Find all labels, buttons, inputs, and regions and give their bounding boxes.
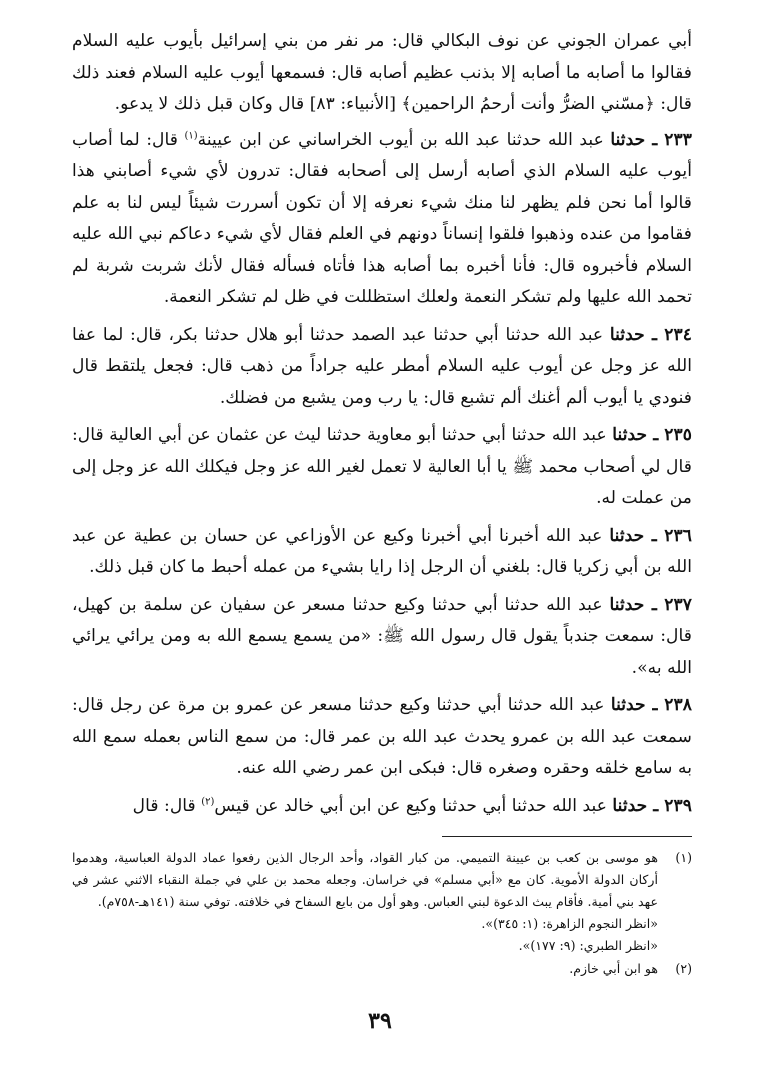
footnotes [72, 847, 692, 980]
footnote-ref-2[interactable]: (٢) [201, 795, 215, 807]
footnote-2 [72, 958, 692, 980]
footnote-divider [442, 836, 692, 837]
hadith-text: عبد الله حدثنا عبد الله بن أيوب الخراساني عن ابن عيينة [197, 129, 611, 150]
hadith-keyword: حدثنا [610, 695, 646, 715]
hadith-text: عبد الله حدثنا أبي حدثنا عبد الصمد حدثنا أبو هلال حدثنا بكر، قال: لما عفا الله عز وجل عن أيوب عليه السلام أمطر عليه جراداً من ذهب قال: فجعل يلتقط قال فنودي يا أيوب ألم أغنك ألم تشبع قال: يا رب ومن يشبع من فضلك. [72, 324, 692, 408]
footnote-text: هو ابن أبي خازم. [569, 961, 658, 976]
footnote-ref-1[interactable]: (١) [184, 129, 198, 141]
footnote-reference: «انظر النجوم الزاهرة: (١: ٣٤٥)». [481, 916, 658, 931]
hadith-number: ٢٣٩ [664, 795, 692, 816]
hadith-number: ٢٣٨ [664, 695, 692, 715]
footnote-number: (٢) [675, 961, 692, 976]
footnote-number: (١) [675, 850, 692, 865]
hadith-keyword: حدثنا [612, 795, 648, 816]
hadith-number: ٢٣٣ [664, 129, 692, 150]
hadith-number: ٢٣٧ [664, 594, 692, 615]
hadith-239: ٢٣٩ ـ حدثنا عبد الله حدثنا أبي حدثنا وكيع عن ابن أبي خالد عن قيس$^{(٢)}$ قال: قال [132, 795, 692, 816]
hadith-text-cont: قال: قال [132, 795, 202, 816]
hadith-number: ٢٣٤ [664, 324, 692, 345]
hadith-236: ٢٣٦ ـ حدثنا عبد الله أخبرنا أبي أخبرنا وكيع عن الأوزاعي عن حسان بن عطية عن عبد الله بن أبي زكريا قال: بلغني أن الرجل إذا رايا بشيء من عمله أحبط ما كان قبل ذلك. [72, 525, 692, 577]
hadith-238: ٢٣٨ ـ حدثنا عبد الله حدثنا أبي حدثنا وكيع حدثنا مسعر عن عمرو بن مرة عن رجل قال: سمعت عبد الله بن عمرو يحدث عبد الله بن عمر قال: من سمع الناس بعمله سمع الله به سامع خلقه وحقره وصغره قال: فبكى ابن عمر رضي الله عنه. [72, 695, 692, 778]
page-number: ٣٩ [368, 1008, 392, 1034]
hadith-keyword: حدثنا [612, 425, 648, 445]
page-content [72, 26, 692, 981]
hadith-text: عبد الله أخبرنا أبي أخبرنا وكيع عن الأوزاعي عن حسان بن عطية عن عبد الله بن أبي زكريا قال: بلغني أن الرجل إذا رايا بشيء من عمله أحبط ما كان قبل ذلك. [72, 525, 692, 577]
hadith-text: عبد الله حدثنا أبي حدثنا وكيع حدثنا مسعر عن سفيان عن سلمة بن كهيل، قال: سمعت جندباً يقول قال رسول الله ﷺ: «من يسمع يسمع الله به ومن يرائي يرائي الله به». [72, 594, 692, 678]
hadith-keyword: حدثنا [609, 324, 645, 345]
hadith-237: ٢٣٧ ـ حدثنا عبد الله حدثنا أبي حدثنا وكيع حدثنا مسعر عن سفيان عن سلمة بن كهيل، قال: سمعت جندباً يقول قال رسول الله ﷺ: «من يسمع يسمع الله به ومن يرائي يرائي الله به». [72, 594, 692, 678]
hadith-text-cont: قال: لما أصاب أيوب عليه السلام الذي أصابه أرسل إلى أصحابه فقال: تدرون لأي شيء أصابني هذا قالوا أما نحن فلم يظهر لنا منك شيء نعرفه إلا أن تكون أسررت شيئاً ليس لنا به علم فقاموا من عنده وذهبوا فلقوا إنساناً دونهم في العلم فقال لأي شيء دعاكم نبي الله عليه السلام فأخبروه قال: فأنا أخبره بما أصابه هذا فأتاه فسأله فقال لأنك شربت شربة لم تحمد الله عليها ولم تشكر النعمة ولعلك استظللت في ظل لم تشكر النعمة. [72, 129, 692, 307]
hadith-number: ٢٣٥ [664, 425, 692, 445]
footnote-text: هو موسى بن كعب بن عيينة التميمي. من كبار القواد، وأحد الرجال الذين رفعوا عماد الدولة العباسية، وهدموا أركان الدولة الأموية. كان مع «أبي مسلم» في خراسان. وجعله محمد بن علي في جملة النقباء الاثني عشر في عهد بني أمية. فأقام يبث الدعوة لبني العباس. وهو أول من بايع السفاح في خلافته. توفي سنة (١٤١هـ-٧٥٨م). [72, 850, 658, 909]
hadith-text: عبد الله حدثنا أبي حدثنا أبو معاوية حدثنا ليث عن عثمان عن أبي العالية قال: قال لي أصحاب محمد ﷺ يا أبا العالية لا تعمل لغير الله عز وجل فيكلك الله عز وجل إلى من عملت له. [72, 425, 692, 508]
hadith-keyword: حدثنا [609, 594, 645, 615]
main-text [72, 26, 692, 822]
intro-paragraph: أبي عمران الجوني عن نوف البكالي قال: مر نفر من بني إسرائيل بأيوب عليه السلام فقالوا ما أصابه ما أصابه إلا بذنب عظيم أصابه قال: فسمعها أيوب عليه السلام فعند ذلك قال: ﴿مسّني الضرُّ وأنت أرحمُ الراحمين﴾ [الأنبياء: ٨٣] قال وكان قبل ذلك لا يدعو. [72, 31, 692, 114]
hadith-number: ٢٣٦ [664, 525, 692, 546]
hadith-233: ٢٣٣ ـ حدثنا عبد الله حدثنا عبد الله بن أيوب الخراساني عن ابن عيينة$^{(١)}$ قال: لما أصاب أيوب عليه السلام الذي أصابه أرسل إلى أصحابه فقال: تدرون لأي شيء أصابني هذا قالوا أما نحن فلم يظهر لنا منك شيء نعرفه إلا أن تكون أسررت شيئاً ليس لنا به علم فقاموا من عنده وذهبوا فلقوا إنساناً دونهم في العلم فقال لأي شيء دعاكم نبي الله عليه السلام فأخبروه قال: فأنا أخبره بما أصابه هذا فأتاه فسأله فقال لأنك شربت شربة لم تحمد الله عليها ولم تشكر النعمة ولعلك استظللت في ظل لم تشكر النعمة. [72, 129, 692, 307]
hadith-235: ٢٣٥ ـ حدثنا عبد الله حدثنا أبي حدثنا أبو معاوية حدثنا ليث عن عثمان عن أبي العالية قال: قال لي أصحاب محمد ﷺ يا أبا العالية لا تعمل لغير الله عز وجل فيكلك الله عز وجل إلى من عملت له. [72, 425, 692, 508]
hadith-text: عبد الله حدثنا أبي حدثنا وكيع عن ابن أبي خالد عن قيس [214, 795, 613, 816]
hadith-text: عبد الله حدثنا أبي حدثنا وكيع حدثنا مسعر عن عمرو بن مرة عن رجل قال: سمعت عبد الله بن عمرو يحدث عبد الله بن عمر قال: من سمع الناس بعمله سمع الله به سامع خلقه وحقره وصغره قال: فبكى ابن عمر رضي الله عنه. [72, 695, 692, 778]
hadith-keyword: حدثنا [609, 525, 645, 546]
hadith-keyword: حدثنا [610, 129, 646, 150]
footnote-1 [72, 847, 692, 957]
footnote-reference: «انظر الطبري: (٩: ١٧٧)». [518, 938, 658, 953]
hadith-234: ٢٣٤ ـ حدثنا عبد الله حدثنا أبي حدثنا عبد الصمد حدثنا أبو هلال حدثنا بكر، قال: لما عفا الله عز وجل عن أيوب عليه السلام أمطر عليه جراداً من ذهب قال: فجعل يلتقط قال فنودي يا أيوب ألم أغنك ألم تشبع قال: يا رب ومن يشبع من فضلك. [72, 324, 692, 408]
